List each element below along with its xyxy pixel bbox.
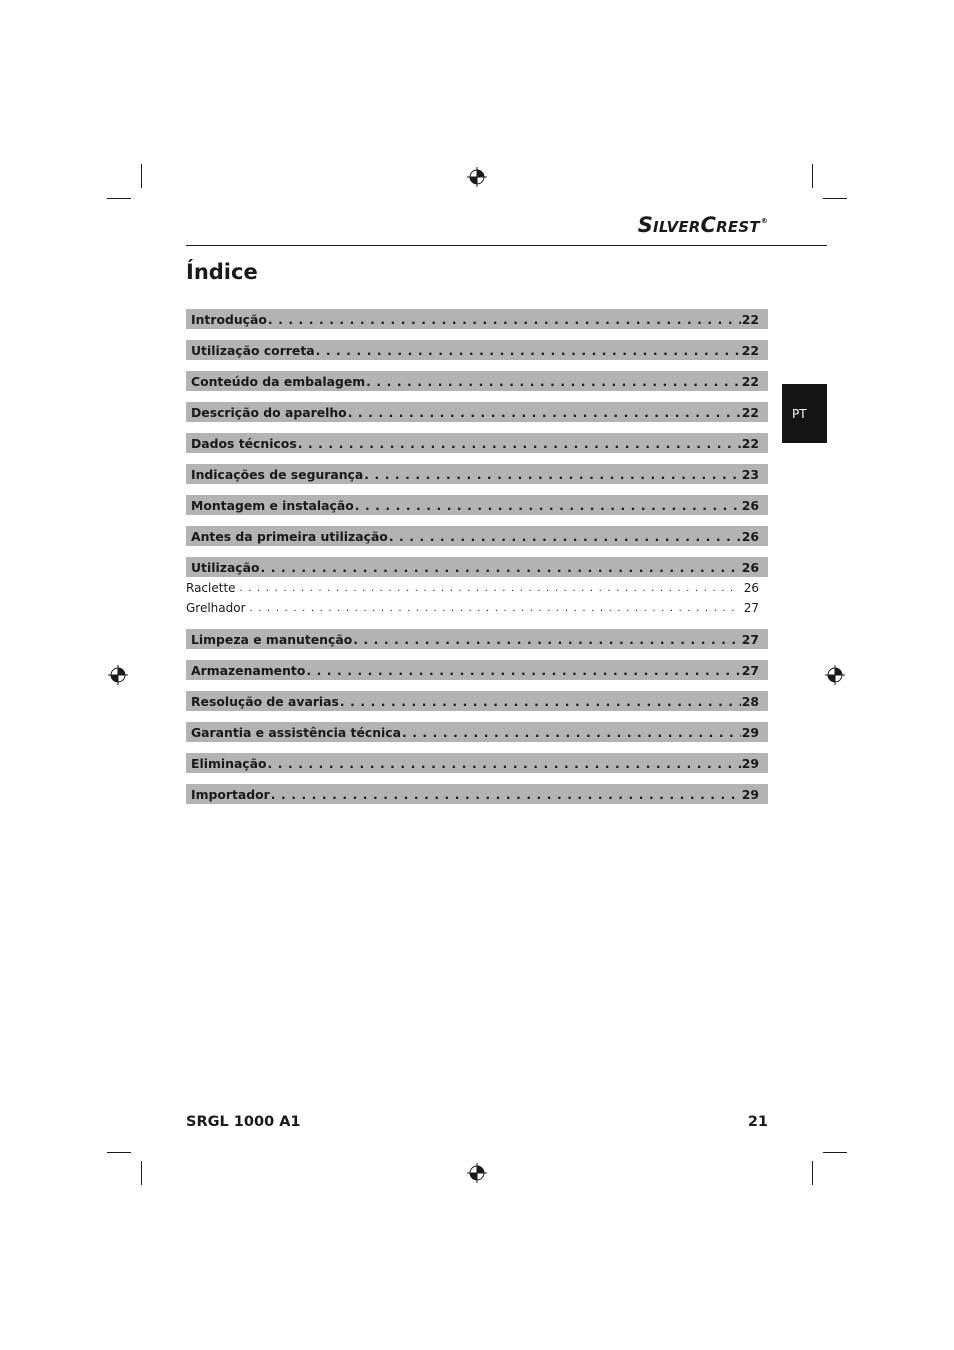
dot-leader	[389, 529, 741, 544]
registered-mark: ®	[760, 217, 768, 225]
registration-mark-icon	[467, 1163, 487, 1183]
dot-leader	[402, 725, 741, 740]
toc-subentry-page: 27	[743, 601, 759, 615]
dot-leader	[298, 436, 741, 451]
registration-mark-icon	[467, 167, 487, 187]
dot-leader	[355, 498, 741, 513]
brand-letter: C	[700, 213, 717, 237]
toc-entry-dados-tecnicos[interactable]	[186, 433, 768, 453]
toc-entry-conteudo-embalagem[interactable]	[186, 371, 768, 391]
toc-entry-limpeza-manutencao[interactable]	[186, 629, 768, 649]
language-tab-label: PT	[792, 407, 807, 421]
toc-entry-label: Resolução de avarias	[191, 693, 339, 709]
toc-entry-utilizacao[interactable]	[186, 557, 768, 577]
toc-entry-utilizacao-correta[interactable]	[186, 340, 768, 360]
toc-entry-label: Limpeza e manutenção	[191, 631, 353, 647]
toc-entry-page: 26	[741, 528, 759, 544]
registration-mark-icon	[825, 665, 845, 685]
toc-entry-label: Garantia e assistência técnica	[191, 724, 401, 740]
page-title: Índice	[186, 260, 258, 284]
dot-leader	[306, 663, 740, 678]
crop-mark	[107, 1152, 131, 1153]
toc-entry-descricao-aparelho[interactable]	[186, 402, 768, 422]
dot-leader	[353, 632, 741, 647]
toc-entry-armazenamento[interactable]	[186, 660, 768, 680]
dot-leader	[268, 312, 741, 327]
toc-entry-label: Indicações de segurança	[191, 466, 364, 482]
toc-entry-page: 29	[741, 755, 759, 771]
toc-entry-label: Armazenamento	[191, 662, 306, 678]
crop-mark	[812, 1161, 813, 1185]
toc-entry-page: 27	[741, 662, 759, 678]
toc-entry-label: Dados técnicos	[191, 435, 297, 451]
dot-leader	[366, 374, 741, 389]
dot-leader	[316, 343, 741, 358]
toc-entry-label: Utilização	[191, 559, 260, 575]
brand-letters: ILVER	[653, 218, 701, 236]
toc-entry-eliminacao[interactable]	[186, 753, 768, 773]
footer-model-number: SRGL 1000 A1	[186, 1114, 301, 1130]
toc-entry-page: 29	[741, 786, 759, 802]
dot-leader	[271, 787, 741, 802]
toc-entry-page: 26	[741, 497, 759, 513]
toc-entry-label: Importador	[191, 786, 270, 802]
crop-mark	[107, 198, 131, 199]
crop-mark	[823, 1152, 847, 1153]
brand-letter: S	[637, 213, 654, 237]
dot-leader	[268, 756, 741, 771]
toc-entry-page: 23	[741, 466, 759, 482]
toc-entry-page: 29	[741, 724, 759, 740]
dot-leader	[340, 694, 741, 709]
toc-entry-label: Antes da primeira utilização	[191, 528, 388, 544]
crop-mark	[141, 164, 142, 188]
toc-subentry-label: Grelhador	[186, 601, 246, 615]
toc-entry-label: Montagem e instalação	[191, 497, 354, 513]
toc-entry-page: 22	[741, 435, 759, 451]
registration-mark-icon	[108, 665, 128, 685]
language-tab	[782, 384, 827, 443]
toc-entry-page: 28	[741, 693, 759, 709]
toc-entry-garantia-assistencia[interactable]	[186, 722, 768, 742]
toc-subentry-page: 26	[743, 581, 759, 595]
toc-entry-resolucao-avarias[interactable]	[186, 691, 768, 711]
dot-leader	[261, 560, 741, 575]
toc-entry-antes-primeira-utilizacao[interactable]	[186, 526, 768, 546]
dot-leader	[364, 467, 740, 482]
toc-subentry-label: Raclette	[186, 581, 236, 595]
toc-entry-page: 26	[741, 559, 759, 575]
toc-entry-label: Conteúdo da embalagem	[191, 373, 366, 389]
toc-entry-indicacoes-seguranca[interactable]	[186, 464, 768, 484]
brand-letters: REST	[716, 218, 760, 236]
toc-subentries	[186, 578, 768, 618]
toc-entry-montagem-instalacao[interactable]	[186, 495, 768, 515]
dot-leader	[250, 603, 740, 614]
header-rule	[186, 245, 827, 246]
brand-logo	[638, 213, 768, 237]
dot-leader	[240, 583, 740, 594]
footer-page-number: 21	[747, 1114, 768, 1130]
toc-subentry-grelhador[interactable]	[186, 598, 768, 618]
toc-entry-introducao[interactable]	[186, 309, 768, 329]
toc-entry-page: 22	[741, 373, 759, 389]
toc-entry-page: 22	[741, 311, 759, 327]
toc-subentry-raclette[interactable]	[186, 578, 768, 598]
crop-mark	[141, 1161, 142, 1185]
toc-entry-label: Introdução	[191, 311, 267, 327]
table-of-contents	[186, 309, 768, 815]
toc-entry-page: 22	[741, 342, 759, 358]
toc-entry-importador[interactable]	[186, 784, 768, 804]
crop-mark	[812, 164, 813, 188]
toc-entry-label: Utilização correta	[191, 342, 315, 358]
dot-leader	[348, 405, 741, 420]
toc-entry-label: Eliminação	[191, 755, 267, 771]
crop-mark	[823, 198, 847, 199]
toc-entry-page: 22	[741, 404, 759, 420]
toc-entry-page: 27	[741, 631, 759, 647]
toc-entry-label: Descrição do aparelho	[191, 404, 347, 420]
